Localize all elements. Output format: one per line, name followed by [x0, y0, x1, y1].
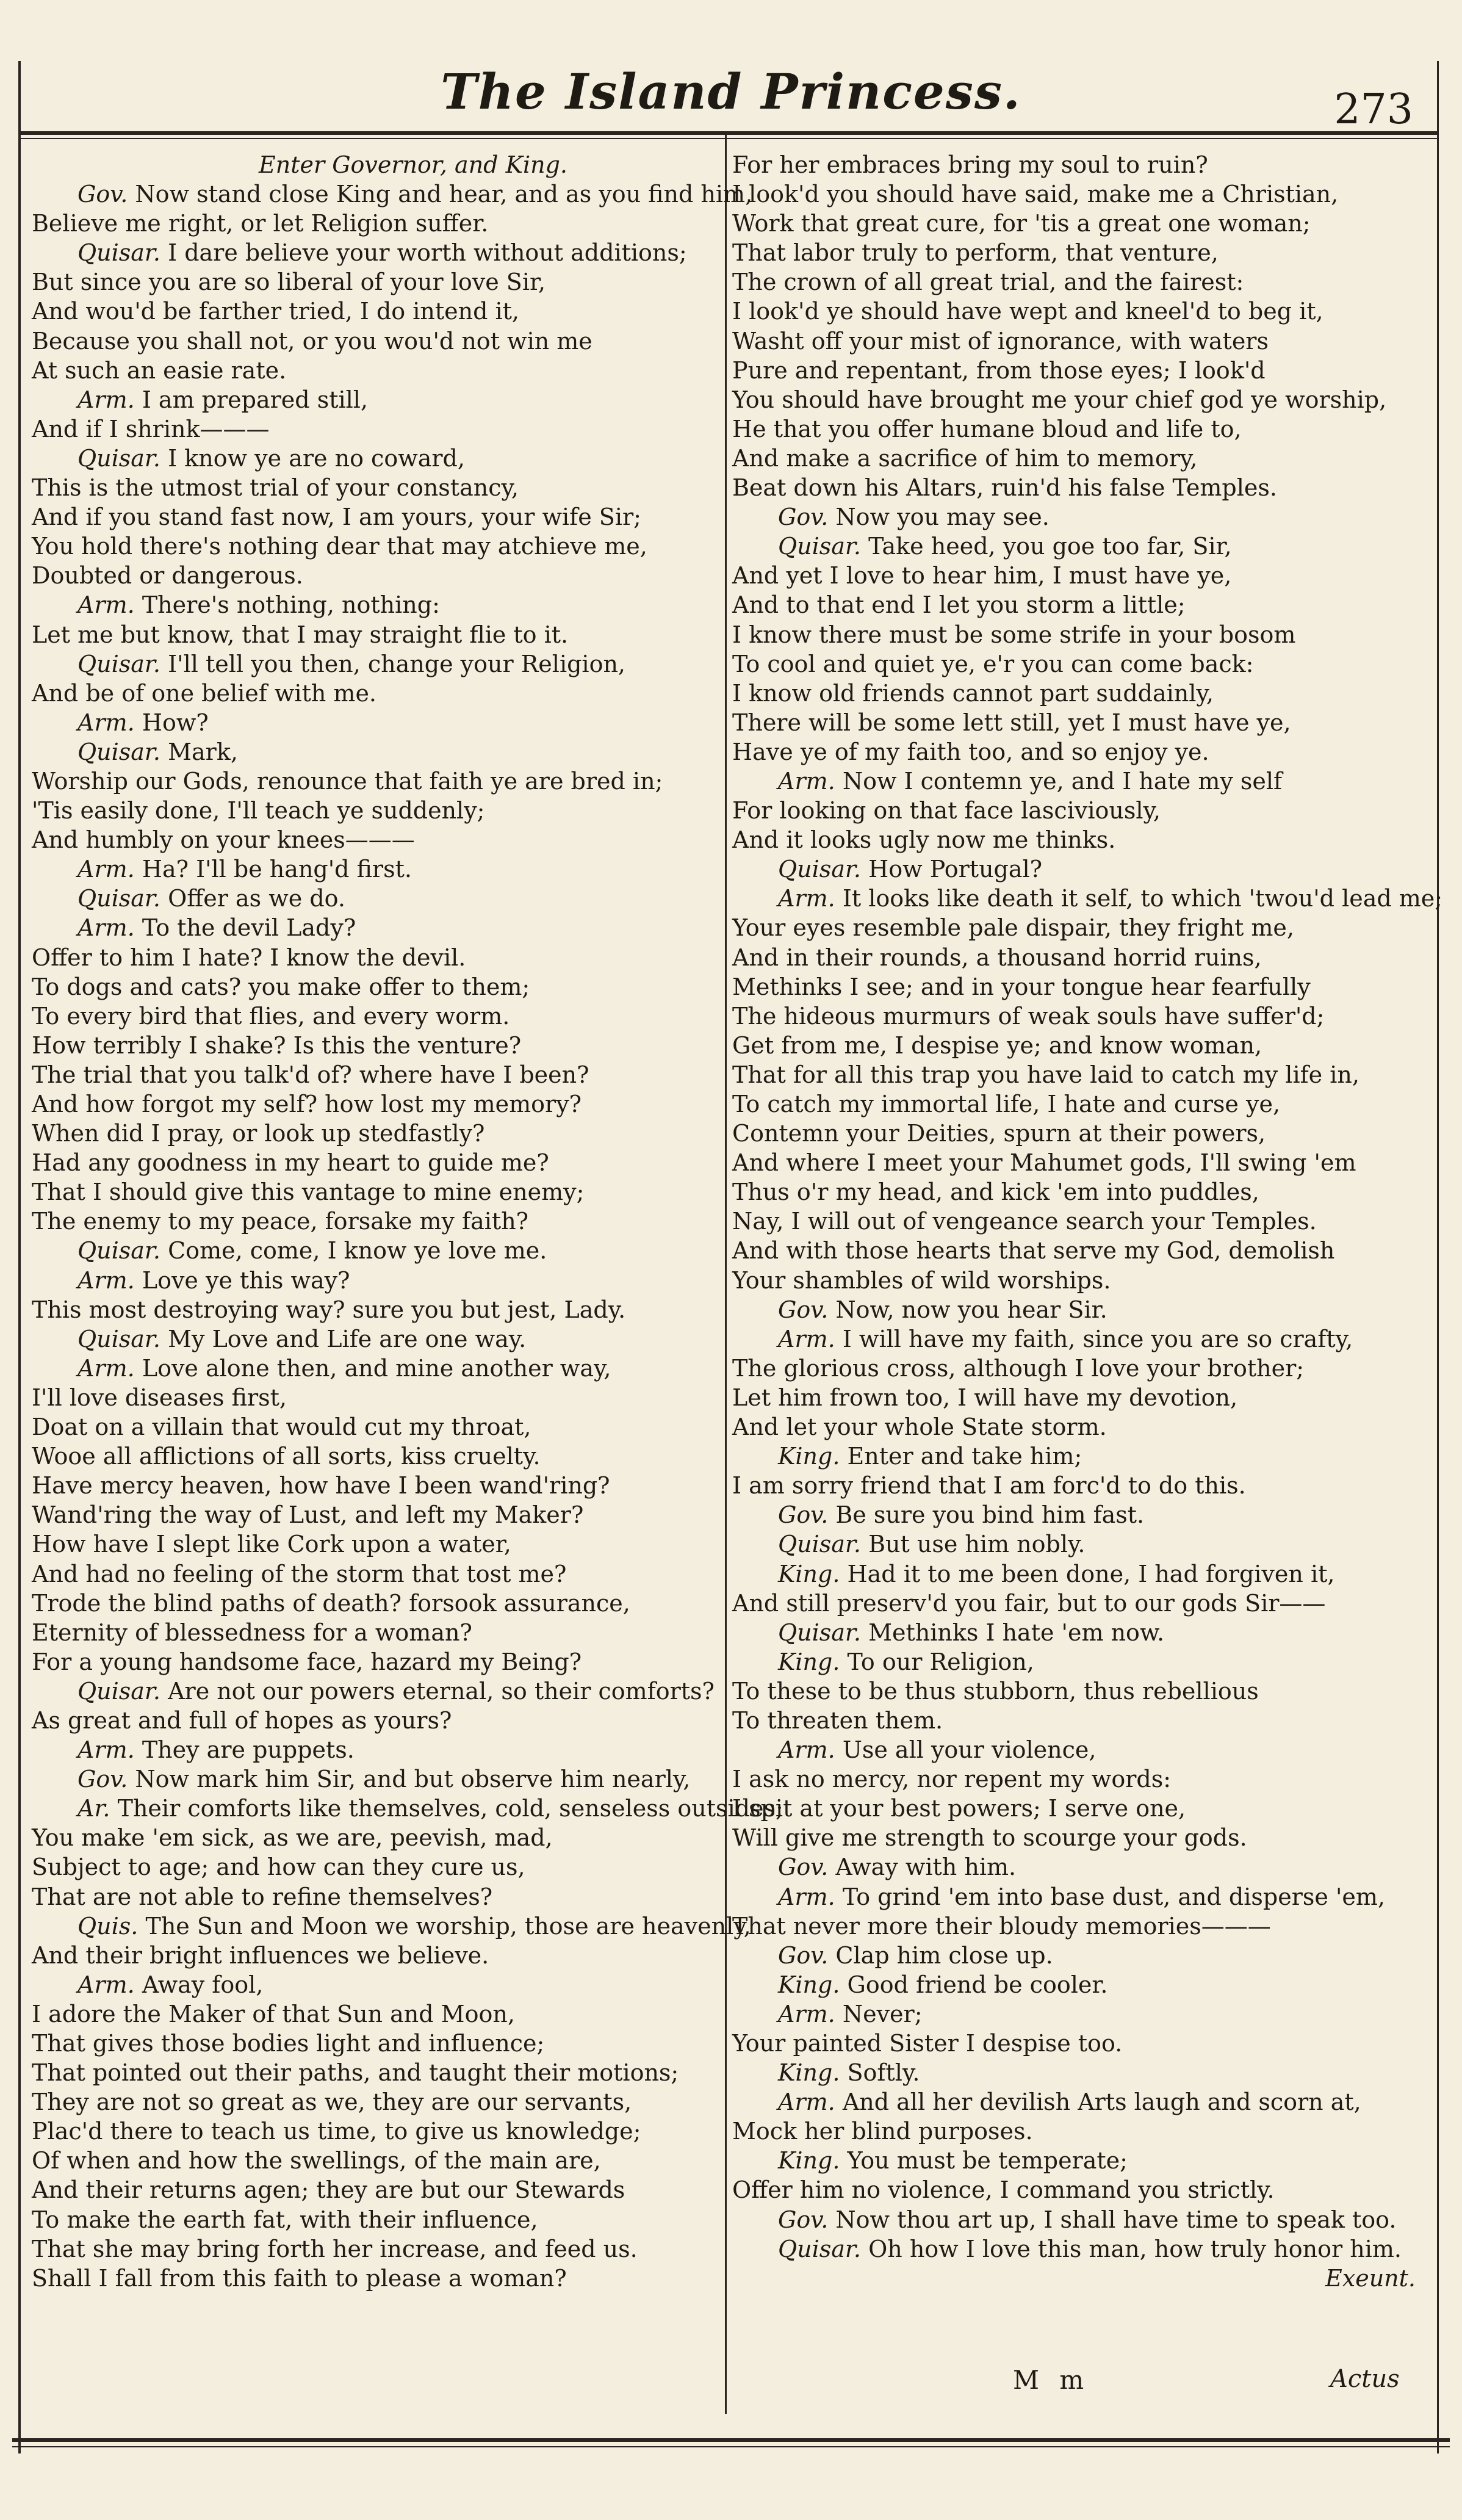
speaker-name: Arm. — [778, 1883, 835, 1910]
verse-line: He that you offer humane bloud and life to, — [732, 415, 1242, 442]
speech-line — [732, 1324, 1422, 1354]
speech-line — [32, 1324, 721, 1354]
speech-text: Take heed, you goe too far, Sir, — [868, 533, 1232, 560]
verse-line: That pointed out their paths, and taught their motions; — [32, 2059, 679, 2087]
verse-line: Let him frown too, I will have my devotion, — [732, 1384, 1238, 1411]
speaker-name: Gov. — [77, 1766, 128, 1793]
speech-text: How? — [142, 709, 209, 736]
speaker-name: Arm. — [77, 591, 135, 619]
stage-direction: Enter Governor, and King. — [258, 151, 568, 178]
verse-line: The glorious cross, although I love your brother; — [732, 1354, 1305, 1382]
verse-line: Pure and repentant, from those eyes; I look'd — [732, 356, 1266, 384]
speaker-name: Quisar. — [77, 444, 161, 472]
speaker-name: Gov. — [778, 1854, 829, 1881]
verse-line: I look'd you should have said, make me a Christian, — [732, 181, 1339, 208]
speaker-name: Quisar. — [77, 650, 161, 677]
speaker-name: Arm. — [77, 1266, 135, 1294]
verse-line: Thus o'r my head, and kick 'em into puddles, — [732, 1179, 1259, 1206]
speaker-name: Arm. — [778, 767, 835, 795]
speaker-name: King. — [778, 2147, 840, 2175]
signature-mark: M m — [1013, 2365, 1090, 2395]
right-border-rule — [1437, 61, 1439, 2453]
verse-line: When did I pray, or look up stedfastly? — [32, 1120, 485, 1147]
verse-line: I am sorry friend that I am forc'd to do this. — [732, 1472, 1246, 1500]
speech-text: I am prepared still, — [142, 386, 369, 413]
verse-line: The trial that you talk'd of? where have I been? — [32, 1061, 589, 1088]
verse-line: The crown of all great trial, and the fairest: — [732, 269, 1244, 296]
verse-line: And it looks ugly now me thinks. — [732, 826, 1116, 854]
verse-line: That for all this trap you have laid to catch my life in, — [732, 1061, 1359, 1088]
speech-line — [732, 1529, 1422, 1559]
speaker-name: Gov. — [778, 1501, 829, 1529]
verse-line: And be of one belief with me. — [32, 679, 377, 707]
speech-line — [32, 1912, 751, 1941]
verse-line: Will give me strength to scourge your gods. — [732, 1824, 1247, 1852]
verse-line: Washt off your mist of ignorance, with waters — [732, 327, 1269, 355]
verse-line: Worship our Gods, renounce that faith ye are bred in; — [32, 767, 663, 795]
header-rule — [18, 131, 1438, 135]
speaker-name: Arm. — [778, 885, 835, 912]
speaker-name: Arm. — [778, 2000, 835, 2027]
verse-line: Of when and how the swellings, of the main are, — [32, 2147, 601, 2175]
speaker-name: Gov. — [778, 1941, 829, 1969]
catchword: Actus — [1330, 2365, 1400, 2393]
speech-line — [32, 590, 721, 619]
speech-text: Now mark him Sir, and but observe him nearly, — [135, 1766, 691, 1793]
verse-line: Because you shall not, or you wou'd not win me — [32, 327, 592, 355]
verse-line: Offer to him I hate? I know the devil. — [32, 944, 466, 971]
verse-line: And to that end I let you storm a little; — [732, 591, 1186, 619]
verse-line: But since you are so liberal of your love Sir, — [32, 269, 546, 296]
speaker-name: Quisar. — [77, 239, 161, 267]
verse-line: Believe me right, or let Religion suffer. — [32, 210, 489, 237]
speech-text: Good friend be cooler. — [847, 1971, 1108, 1998]
verse-line: The hideous murmurs of weak souls have suffer'd; — [732, 1002, 1325, 1030]
verse-line: And make a sacrifice of him to memory, — [732, 444, 1198, 472]
speech-text: Methinks I hate 'em now. — [868, 1619, 1165, 1646]
speaker-name: King. — [778, 1648, 840, 1675]
verse-line: Your shambles of wild worships. — [732, 1266, 1111, 1294]
stage-direction-exeunt: Exeunt. — [1325, 2264, 1416, 2292]
speaker-name: Arm. — [77, 709, 135, 736]
verse-line: To threaten them. — [732, 1706, 943, 1734]
column-divider — [725, 134, 727, 2414]
speech-text: The Sun and Moon we worship, those are heavenly, — [145, 1912, 751, 1940]
verse-line: And wou'd be farther tried, I do intend it, — [32, 298, 520, 325]
speaker-name: King. — [778, 1971, 840, 1998]
speaker-name: Arm. — [77, 1736, 135, 1764]
speech-text: Away with him. — [835, 1854, 1017, 1881]
speech-line — [32, 1764, 721, 1794]
speech-line — [732, 2234, 1422, 2264]
speech-line — [32, 913, 721, 942]
verse-line: Nay, I will out of vengeance search your Temples. — [732, 1208, 1317, 1235]
speech-line — [32, 385, 721, 414]
speech-text: And all her devilish Arts laugh and scorn at, — [842, 2089, 1361, 2116]
speech-line — [732, 2205, 1422, 2234]
speech-text: Are not our powers eternal, so their comforts? — [168, 1677, 715, 1705]
running-title: The Island Princess. — [441, 63, 1021, 120]
page-number: 273 — [1334, 85, 1413, 134]
verse-line: Wooe all afflictions of all sorts, kiss cruelty. — [32, 1443, 541, 1470]
speech-text: Offer as we do. — [168, 885, 345, 912]
verse-line: To make the earth fat, with their influence, — [32, 2206, 538, 2233]
speaker-name: King. — [778, 2059, 840, 2087]
verse-line: At such an easie rate. — [32, 356, 287, 384]
verse-line: Eternity of blessedness for a woman? — [32, 1619, 472, 1646]
speech-text: Enter and take him; — [847, 1443, 1082, 1470]
verse-line: Have ye of my faith too, and so enjoy ye. — [732, 738, 1209, 765]
speech-line — [32, 1970, 721, 1999]
speech-text: Now stand close King and hear, and as you find him, — [135, 181, 753, 208]
speech-line — [32, 649, 721, 679]
speech-line — [732, 1559, 1422, 1589]
verse-line: To catch my immortal life, I hate and curse ye, — [732, 1091, 1281, 1117]
verse-line: I adore the Maker of that Sun and Moon, — [32, 2000, 515, 2027]
verse-line: Get from me, I despise ye; and know woman, — [732, 1031, 1262, 1059]
speech-line — [732, 1882, 1422, 1912]
verse-line: For her embraces bring my soul to ruin? — [732, 151, 1208, 178]
right-column — [732, 150, 1443, 2293]
verse-line: The enemy to my peace, forsake my faith? — [32, 1208, 529, 1235]
verse-line: Doubted or dangerous. — [32, 562, 303, 590]
verse-line: They are not so great as we, they are our servants, — [32, 2089, 632, 2116]
speech-line — [32, 179, 753, 209]
speech-text: Love ye this way? — [142, 1266, 350, 1294]
speech-line — [732, 884, 1443, 913]
verse-line: Wand'ring the way of Lust, and left my Maker? — [32, 1501, 584, 1529]
verse-line: You hold there's nothing dear that may atchieve me, — [32, 533, 647, 560]
verse-line: Work that great cure, for 'tis a great one woman; — [732, 210, 1311, 237]
verse-line: Shall I fall from this faith to please a woman? — [32, 2264, 567, 2292]
speaker-name: Quis. — [77, 1912, 139, 1940]
speech-line — [32, 1266, 721, 1295]
verse-line: Had any goodness in my heart to guide me? — [32, 1149, 549, 1177]
verse-line: Subject to age; and how can they cure us, — [32, 1854, 525, 1881]
speech-line — [732, 2146, 1422, 2175]
speech-line — [32, 238, 721, 267]
speaker-name: Quisar. — [77, 885, 161, 912]
speaker-name: Arm. — [77, 1354, 135, 1382]
verse-line: I spit at your best powers; I serve one, — [732, 1795, 1186, 1822]
speech-text: You must be temperate; — [847, 2147, 1128, 2175]
speech-text: Mark, — [168, 738, 238, 765]
verse-line: And had no feeling of the storm that tost me? — [32, 1560, 567, 1587]
speaker-name: King. — [778, 1443, 840, 1470]
footer-rule-thin — [12, 2446, 1450, 2447]
verse-line: Doat on a villain that would cut my throat, — [32, 1413, 531, 1441]
speech-line — [732, 1295, 1422, 1324]
speech-text: Oh how I love this man, how truly honor him. — [868, 2235, 1402, 2262]
verse-line: And their returns agen; they are but our Stewards — [32, 2176, 625, 2204]
speech-text: Love alone then, and mine another way, — [142, 1354, 611, 1382]
left-border-rule — [18, 61, 21, 2453]
verse-line: That I should give this vantage to mine enemy; — [32, 1179, 585, 1206]
verse-line: And if you stand fast now, I am yours, your wife Sir; — [32, 504, 641, 531]
verse-line: This most destroying way? sure you but jest, Lady. — [32, 1296, 626, 1323]
speaker-name: Quisar. — [77, 738, 161, 765]
speech-text: There's nothing, nothing: — [142, 591, 440, 619]
verse-line: Mock her blind purposes. — [732, 2118, 1033, 2145]
speaker-name: Ar. — [77, 1795, 110, 1822]
speaker-name: Arm. — [77, 914, 135, 942]
speech-line — [32, 1794, 783, 1823]
speech-line — [732, 1442, 1422, 1471]
speech-line — [732, 1500, 1422, 1529]
speech-line — [32, 444, 721, 473]
speech-text: I dare believe your worth without additions; — [168, 239, 687, 267]
speech-line — [32, 1735, 721, 1764]
verse-line: That labor truly to perform, that venture, — [732, 239, 1219, 267]
speech-text: Come, come, I know ye love me. — [168, 1237, 547, 1265]
speaker-name: Quisar. — [778, 533, 862, 560]
verse-line: And where I meet your Mahumet gods, I'll swing 'em — [732, 1149, 1356, 1177]
verse-line: That she may bring forth her increase, and feed us. — [32, 2235, 638, 2262]
speech-line — [732, 1618, 1422, 1647]
speech-text: But use him nobly. — [868, 1531, 1086, 1558]
verse-line: That gives those bodies light and influence; — [32, 2030, 545, 2057]
speech-line — [32, 1677, 721, 1706]
speaker-name: Arm. — [778, 1325, 835, 1352]
verse-line: And humbly on your knees——— — [32, 826, 415, 854]
speech-line — [732, 854, 1422, 884]
verse-line: That are not able to refine themselves? — [32, 1883, 493, 1910]
speech-line — [32, 884, 721, 913]
speech-text: Their comforts like themselves, cold, senseless outsides; — [117, 1795, 783, 1822]
speech-line — [732, 767, 1422, 796]
speech-line — [32, 1236, 721, 1265]
speech-line — [32, 1354, 721, 1383]
verse-line: And still preserv'd you fair, but to our gods Sir—— — [732, 1589, 1326, 1617]
verse-line: To dogs and cats? you make offer to them; — [32, 973, 530, 1000]
verse-line: Beat down his Altars, ruin'd his false Temples. — [732, 474, 1277, 502]
verse-line: And if I shrink——— — [32, 415, 270, 442]
speaker-name: Quisar. — [77, 1237, 161, 1265]
speaker-name: Arm. — [77, 856, 135, 883]
verse-line: Plac'd there to teach us time, to give us knowledge; — [32, 2118, 641, 2145]
verse-line: I ask no mercy, nor repent my words: — [732, 1766, 1171, 1793]
verse-line: Contemn your Deities, spurn at their powers, — [732, 1120, 1266, 1147]
verse-line: I know old friends cannot part suddainly, — [732, 679, 1214, 707]
verse-line: And in their rounds, a thousand horrid ruins, — [732, 944, 1262, 971]
footer-rule — [12, 2438, 1450, 2442]
verse-line: To cool and quiet ye, e'r you can come back: — [732, 650, 1254, 677]
speech-text: Never; — [842, 2000, 923, 2027]
speech-line — [732, 1647, 1422, 1677]
speech-text: I'll tell you then, change your Religion, — [168, 650, 626, 677]
verse-line: You should have brought me your chief god ye worship, — [732, 386, 1387, 413]
verse-line: To these to be thus stubborn, thus rebellious — [732, 1677, 1259, 1705]
verse-line: Let me but know, that I may straight flie to it. — [32, 621, 569, 648]
verse-line: For looking on that face lasciviously, — [732, 797, 1161, 825]
verse-line: And how forgot my self? how lost my memory? — [32, 1091, 582, 1117]
speech-text: Now you may see. — [835, 504, 1050, 531]
speech-text: They are puppets. — [142, 1736, 355, 1764]
speech-text: To grind 'em into base dust, and disperse 'em, — [842, 1883, 1385, 1910]
verse-line: Your painted Sister I despise too. — [732, 2030, 1123, 2057]
speaker-name: Quisar. — [778, 1619, 862, 1646]
speaker-name: Gov. — [778, 1296, 829, 1323]
verse-line: To every bird that flies, and every worm. — [32, 1002, 510, 1030]
speech-text: How Portugal? — [868, 856, 1043, 883]
speech-text: I know ye are no coward, — [168, 444, 465, 472]
speech-line — [732, 2058, 1422, 2087]
verse-line: Methinks I see; and in your tongue hear fearfully — [732, 973, 1311, 1000]
speech-text: Had it to me been done, I had forgiven it, — [847, 1560, 1335, 1587]
verse-line: And let your whole State storm. — [732, 1413, 1107, 1441]
verse-line: I'll love diseases first, — [32, 1384, 287, 1411]
verse-line: Trode the blind paths of death? forsook assurance, — [32, 1589, 630, 1617]
speech-text: Now, now you hear Sir. — [835, 1296, 1107, 1323]
speaker-name: Arm. — [778, 2089, 835, 2116]
verse-line: That never more their bloudy memories——— — [732, 1912, 1271, 1940]
speaker-name: Gov. — [77, 181, 128, 208]
verse-line: Offer him no violence, I command you strictly. — [732, 2176, 1275, 2204]
speaker-name: Quisar. — [77, 1325, 161, 1352]
speech-text: Away fool, — [142, 1971, 264, 1998]
verse-line: Your eyes resemble pale dispair, they fright me, — [732, 914, 1294, 942]
verse-line: And with those hearts that serve my God, demolish — [732, 1237, 1335, 1265]
speaker-name: Quisar. — [77, 1677, 161, 1705]
speech-text: Clap him close up. — [835, 1941, 1053, 1969]
speech-text: I will have my faith, since you are so crafty, — [842, 1325, 1353, 1352]
speaker-name: Arm. — [77, 386, 135, 413]
speech-line — [732, 1852, 1422, 1882]
speaker-name: Gov. — [778, 2206, 829, 2233]
verse-line: How terribly I shake? Is this the venture? — [32, 1031, 522, 1059]
speech-text: My Love and Life are one way. — [168, 1325, 527, 1352]
verse-line: How have I slept like Cork upon a water, — [32, 1531, 511, 1558]
speech-text: Ha? I'll be hang'd first. — [142, 856, 412, 883]
speech-line — [732, 1970, 1422, 1999]
verse-line: And yet I love to hear him, I must have ye, — [732, 562, 1232, 590]
header-rule-thin — [18, 138, 1438, 139]
speech-text: To our Religion, — [847, 1648, 1034, 1675]
speaker-name: Quisar. — [778, 2235, 862, 2262]
speech-line — [732, 1941, 1422, 1970]
verse-line: You make 'em sick, as we are, peevish, mad, — [32, 1824, 553, 1852]
speech-line — [32, 854, 721, 884]
speaker-name: Quisar. — [778, 856, 862, 883]
speech-line — [732, 532, 1422, 561]
speaker-name: Gov. — [778, 504, 829, 531]
speech-text: Now I contemn ye, and I hate my self — [842, 767, 1283, 795]
speaker-name: Arm. — [77, 1971, 135, 1998]
verse-line: For a young handsome face, hazard my Being? — [32, 1648, 582, 1675]
verse-line: Have mercy heaven, how have I been wand'ring? — [32, 1472, 610, 1500]
verse-line: 'Tis easily done, I'll teach ye suddenly; — [32, 797, 485, 825]
verse-line: And their bright influences we believe. — [32, 1941, 489, 1969]
speech-text: Now thou art up, I shall have time to speak too. — [835, 2206, 1397, 2233]
speech-text: Be sure you bind him fast. — [835, 1501, 1145, 1529]
speech-line — [732, 1999, 1422, 2029]
verse-line: This is the utmost trial of your constancy, — [32, 474, 519, 502]
speech-line — [32, 737, 721, 767]
speaker-name: Arm. — [778, 1736, 835, 1764]
speech-text: To the devil Lady? — [142, 914, 356, 942]
speech-text: Softly. — [847, 2059, 920, 2087]
verse-line: As great and full of hopes as yours? — [32, 1706, 452, 1734]
speech-line — [732, 502, 1422, 532]
speaker-name: King. — [778, 1560, 840, 1587]
speech-line — [732, 2087, 1422, 2117]
verse-line: There will be some lett still, yet I must have ye, — [732, 709, 1291, 736]
speech-text: Use all your violence, — [842, 1736, 1096, 1764]
speech-line — [32, 708, 721, 737]
verse-line: I know there must be some strife in your bosom — [732, 621, 1296, 648]
left-column — [32, 150, 783, 2293]
speech-text: It looks like death it self, to which 'twou'd lead me; — [842, 885, 1443, 912]
speaker-name: Quisar. — [778, 1531, 862, 1558]
verse-line: I look'd ye should have wept and kneel'd to beg it, — [732, 298, 1323, 325]
speech-line — [732, 1735, 1422, 1764]
